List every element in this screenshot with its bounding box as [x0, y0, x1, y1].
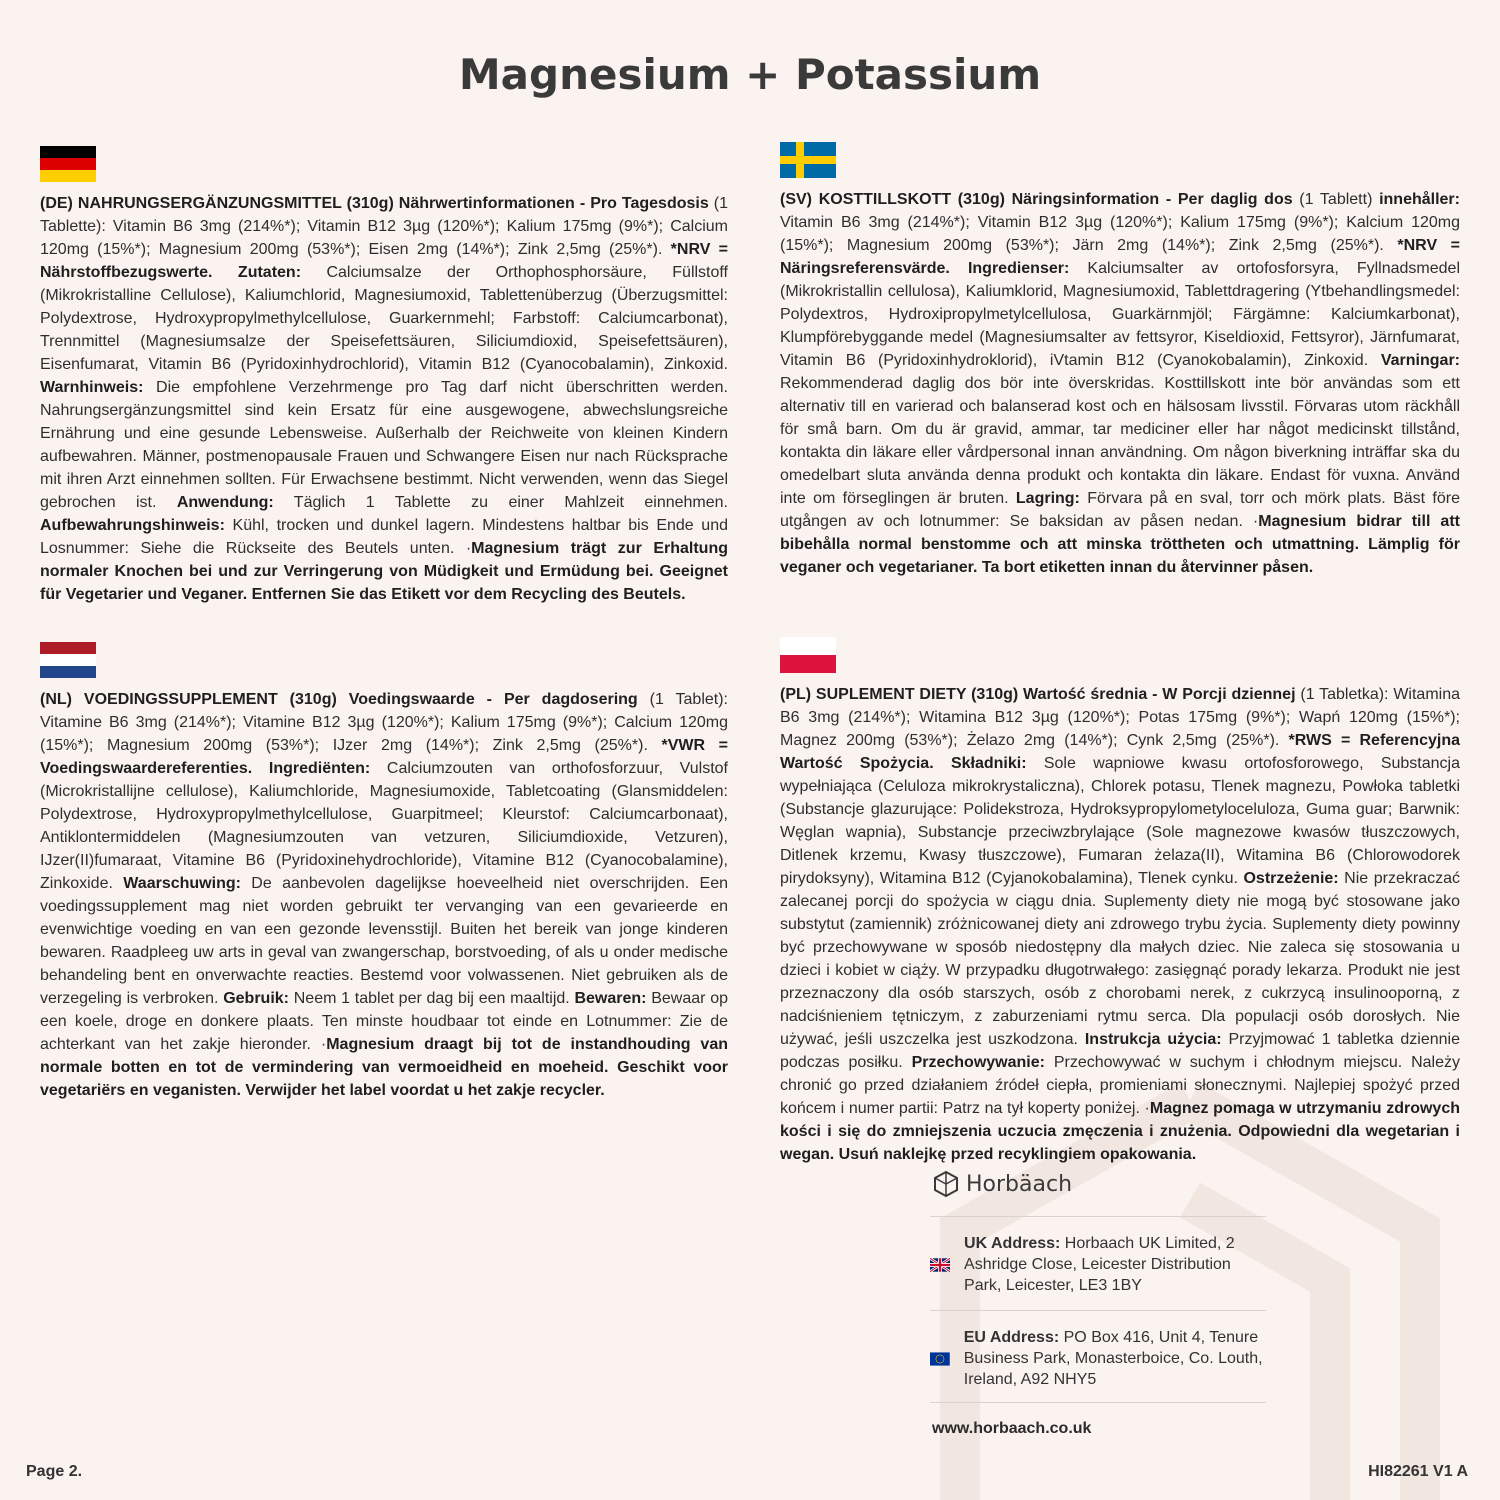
text-run: Vitamin B6 3mg (214%*); Vitamin B12 3µg (120%*); Kalium 175mg (9%*); Kalcium 120mg (15%*); Magnesium 200mg (53%*); Järn 2mg (14%*); Zink 2,5mg (25%*). — [780, 214, 1460, 254]
website-link[interactable]: www.horbaach.co.uk — [932, 1420, 1092, 1437]
text-run: Sole wapniowe kwasu ortofosforowego, Substancja wypełniająca (Celuloza mikrokrystaliczna), Chlorek potasu, Tlenek magnezu, Powłoka tabletki (Substancje glazurujące: Polidekstroza, Hydroksypropylometyloceluloza, Guma guar; Barwnik: Węglan wapnia), Substancje przeciwzbrylające (Sole magnezowe kwasów tłuszczowych, Ditlenek krzemu, Kwasy tłuszczowe), Fumaran żelaza(II), Witamina B6 (Chlorowodorek pirydoksyny), Witamina B12 (Cyjanokobalamina), Tlenek cynku. — [780, 755, 1460, 887]
sweden-flag-icon — [780, 142, 836, 178]
bold-run: Warnhinweis: — [40, 379, 144, 396]
eu-address-row — [930, 1310, 1266, 1390]
text-run: (1 Tablette): Vitamin B6 3mg (214%*); Vitamin B12 3µg (120%*); Kalium 175mg (9%*); Calcium 120mg (15%*); Magnesium 200mg (53%*); Eisen 2mg (14%*); Zink 2,5mg (25%*). — [40, 195, 729, 258]
section-nl — [40, 642, 728, 1102]
text-run: Kühl, trocken und dunkel lagern. Mindestens haltbar bis Ende und Losnummer: Siehe die Rückseite des Beutels unten. · — [40, 517, 728, 557]
text-run: (1 Tabletka): Witamina B6 3mg (214%*); Witamina B12 3µg (120%*); Potas 175mg (9%*); Wapń 120mg (15%*); Magnez 200mg (53%*); Żelazo 2mg (14%*); Cynk 2,5mg (25%*). — [780, 686, 1460, 749]
brand-logo — [932, 1170, 1072, 1198]
bold-run: Magnez pomaga w utrzymaniu zdrowych kości i się do zmniejszenia uczucia zmęczenia i znużenia. Odpowiedni dla wegetarian i wegan. Usuń naklejkę przed recyklingiem opakowania. — [780, 1100, 1460, 1163]
eu-address: EU Address: PO Box 416, Unit 4, Tenure Business Park, Monasterboice, Co. Louth, Ireland, A92 NHY5 — [963, 1329, 1263, 1388]
section-text — [40, 688, 728, 1102]
product-code: HI82261 V1 A — [1368, 1463, 1468, 1480]
text-run: Die empfohlene Verzehrmenge pro Tag darf nicht überschritten werden. Nahrungsergänzungsmittel sind kein Ersatz für eine ausgewogene, abwechslungsreiche Ernährung und eine gesunde Lebensweise. Außerhalb der Reichweite von kleinen Kindern aufbewahren. Männer, postmenopausale Frauen und Schwangere Eisen nur nach Rücksprache mit ihren Arzt einnehmen sollten. Für Erwachsene bestimmt. Nicht verwenden, wenn das Siegel gebrochen ist. — [40, 379, 728, 511]
text-run: Förvara på en sval, torr och mörk plats. Bäst före utgången av och lotnummer: Se baksidan av påsen nedan. · — [780, 490, 1460, 530]
bold-run: (PL) SUPLEMENT DIETY (310g) Wartość średnia - W Porcji dziennej — [780, 686, 1296, 703]
bold-run: Bewaren: — [574, 990, 647, 1007]
brand-name: Horbäach — [966, 1171, 1073, 1197]
text-run: De aanbevolen dagelijkse hoeveelheid niet overschrijden. Een voedingssupplement mag niet worden gebruikt ter vervanging van een gevarieerde en evenwichtige voeding en van een gezonde levensstijl. Buiten het bereik van jonge kinderen bewaren. Raadpleeg uw arts in geval van zwangerschap, borstvoeding, of als u onder medische behandeling bent en onverwachte reacties. Bestemd voor volwassenen. Niet gebruiken als de verzegeling is verbroken. — [40, 875, 728, 1007]
page-title: Magnesium + Potassium — [458, 50, 1042, 99]
uk-address-row — [930, 1216, 1266, 1296]
text-run: Calciumzouten van orthofosforzuur, Vulstof (Microkristallijne cellulose), Kaliumchloride, Magnesiumoxide, Tabletcoating (Glansmiddelen: Polydextrose, Hydroxypropylmethylcellulose, Guarpitmeel; Kleurstof: Calciumcarbonaat), Antiklontermiddelen (Magnesiumzouten van vetzuren, Siliciumdioxide, Vetzuren), IJzer(II)fumaraat, Vitamine B6 (Pyridoxinehydrochloride), Vitamine B12 (Cyanocobalamine), Zinkoxide. — [40, 760, 728, 892]
text-run: Przyjmować 1 tabletka dziennie podczas posiłku. — [780, 1031, 1460, 1071]
bold-run: (DE) NAHRUNGSERGÄNZUNGSMITTEL (310g) Nährwertinformationen - Pro Tagesdosis — [40, 195, 709, 212]
bold-run: (NL) VOEDINGSSUPPLEMENT (310g) Voedingswaarde - Per dagdosering — [40, 691, 638, 708]
bold-run: Aufbewahrungshinweis: — [40, 517, 225, 534]
bold-run: Lagring: — [1015, 490, 1080, 507]
text-run: Bewaar op een koele, droge en donkere plaats. Ten minste houdbaar tot einde en Lotnummer: Zie de achterkant van het zakje hieronder. · — [40, 990, 729, 1053]
text-run: (1 Tablet): Vitamine B6 3mg (214%*); Vitamine B12 3µg (120%*); Kalium 175mg (9%*); Calcium 120mg (15%*); Magnesium 200mg (53%*); IJzer 2mg (14%*); Zink 2,5mg (25%*). — [40, 691, 729, 754]
text-run: Rekommenderad daglig dos bör inte överskridas. Kosttillskott inte bör användas som ett alternativ till en varierad och balanserad kost och en hälsosam livsstil. Förvaras utom räckhåll för små barn. Om du är gravid, ammar, tar mediciner eller har något medicinskt tillstånd, kontakta din läkare eller vårdpersonal innan användning. Om någon biverkning inträffar ska du omedelbart sluta använda denna produkt och kontakta din läkare. Endast för vuxna. Använd inte om förseglingen är bruten. — [780, 375, 1460, 507]
bold-run: Magnesium trägt zur Erhaltung normaler Knochen bei und zur Verringerung von Müdigkeit und Ermüdung bei. Geeignet für Vegetarier und Veganer. Entfernen Sie das Etikett vor dem Recycling des Beutels. — [40, 540, 728, 603]
bold-run: innehåller: — [1379, 191, 1460, 208]
bold-run: Varningar: — [1380, 352, 1460, 369]
bold-run: Magnesium draagt bij tot de instandhouding van normale botten en tot de vermindering van vermoeidheid en moeheid. Geschikt voor vegetariërs en veganisten. Verwijder het label voordat u het zakje recycler. — [40, 1036, 728, 1099]
bold-run: Magnesium bidrar till att bibehålla normal benstomme och att minska tröttheten och utmattning. Lämplig för veganer och vegetarianer. Ta bort etiketten innan du återvinner påsen. — [780, 513, 1460, 576]
bold-run: Anwendung: — [176, 494, 274, 511]
bold-run: (SV) KOSTTILLSKOTT (310g) Näringsinformation - Per daglig dos — [780, 191, 1293, 208]
netherlands-flag-icon — [40, 642, 96, 678]
bold-run: *VWR = Voedingswaardereferenties. Ingrediënten: — [40, 737, 728, 777]
uk-flag-icon — [930, 1249, 950, 1281]
uk-address: UK Address: Horbaach UK Limited, 2 Ashridge Close, Leicester Distribution Park, Leicester, LE3 1BY — [964, 1235, 1235, 1294]
text-run: Przechowywać w suchym i chłodnym miejscu. Należy chronić go przed działaniem źródeł ciepła, promieniami słonecznymi. Najlepiej spożyć przed końcem i numer partii: Patrz na tył koperty poniżej. · — [780, 1054, 1460, 1117]
bold-run: Gebruik: — [223, 990, 289, 1007]
hexagon-logo-icon — [932, 1170, 960, 1198]
section-text — [40, 192, 728, 606]
section-pl — [780, 637, 1460, 1166]
section-sv — [780, 142, 1460, 579]
bold-run: Ostrzeżenie: — [1243, 870, 1339, 887]
section-de — [40, 146, 728, 606]
germany-flag-icon — [40, 146, 96, 182]
text-run: Neem 1 tablet per dag bij een maaltijd. — [289, 990, 575, 1007]
text-run: Kalciumsalter av ortofosforsyra, Fyllnadsmedel (Mikrokristallin cellulosa), Kaliumklorid, Magnesiumoxid, Tablettdragering (Ytbehandlingsmedel: Polydextros, Hydroxipropylmetylcellulosa, Guarkärnmjöl; Färgämne: Kalciumkarbonat), Klumpförebyggande medel (Magnesiumsalter av fettsyror, Kiseldioxid, Fettsyror), Järnfumarat, Vitamin B6 (Pyridoxinhydroklorid), iVtamin B12 (Cyanokobalamin), Zinkoxid. — [780, 260, 1460, 369]
bold-run: Przechowywanie: — [911, 1054, 1045, 1071]
text-run: Calciumsalze der Orthophosphorsäure, Füllstoff (Mikrokristalline Cellulose), Kaliumchlorid, Magnesiumoxid, Tablettenüberzug (Überzugsmittel: Polydextrose, Hydroxypropylmethylcellulose, Guarkernmehl; Farbstoff: Calciumcarbonat), Trennmittel (Magnesiumsalze der Speisefettsäuren, Siliciumdioxid, Speisefettsäuren), Eisenfumarat, Vitamin B6 (Pyridoxinhydrochlorid), Vitamin B12 (Cyanocobalamin), Zinkoxid. — [40, 264, 728, 373]
eu-flag-icon — [930, 1343, 950, 1375]
text-run: Täglich 1 Tablette zu einer Mahlzeit einnehmen. — [273, 494, 728, 511]
section-text — [780, 188, 1460, 579]
section-text — [780, 683, 1460, 1166]
divider — [930, 1402, 1266, 1403]
bold-run: *RWS = Referencyjna Wartość Spożycia. Składniki: — [780, 732, 1460, 772]
bold-run: *NRV = Nährstoffbezugswerte. Zutaten: — [40, 241, 728, 281]
bold-run: Instrukcja użycia: — [1084, 1031, 1222, 1048]
page-number: Page 2. — [26, 1463, 83, 1480]
text-run: (1 Tablett) — [1292, 191, 1380, 208]
poland-flag-icon — [780, 637, 836, 673]
bold-run: *NRV = Näringsreferensvärde. Ingredienser: — [780, 237, 1460, 277]
text-run: Nie przekraczać zalecanej porcji do spożycia w ciągu dnia. Suplementy diety nie mogą być stosowane jako substytut (zamiennik) zróżnicowanej diety ani zdrowego trybu życia. Suplementy diety powinny być przechowywane w sposób niedostępny dla małych dziec. Nie zaleca się stosowania u dzieci i kobiet w ciąży. W przypadku długotrwałego: zasięgnąć porady lekarza. Produkt nie jest przeznaczony dla osób starszych, osób z chorobami nerek, z cukrzycą insulinooporną, z nadciśnieniem tętniczym, z zaburzeniami rytmu serca. Dla populacji osób dorosłych. Nie używać, jeśli uszczelka jest uszkodzona. — [780, 870, 1461, 1048]
bold-run: Waarschuwing: — [123, 875, 241, 892]
